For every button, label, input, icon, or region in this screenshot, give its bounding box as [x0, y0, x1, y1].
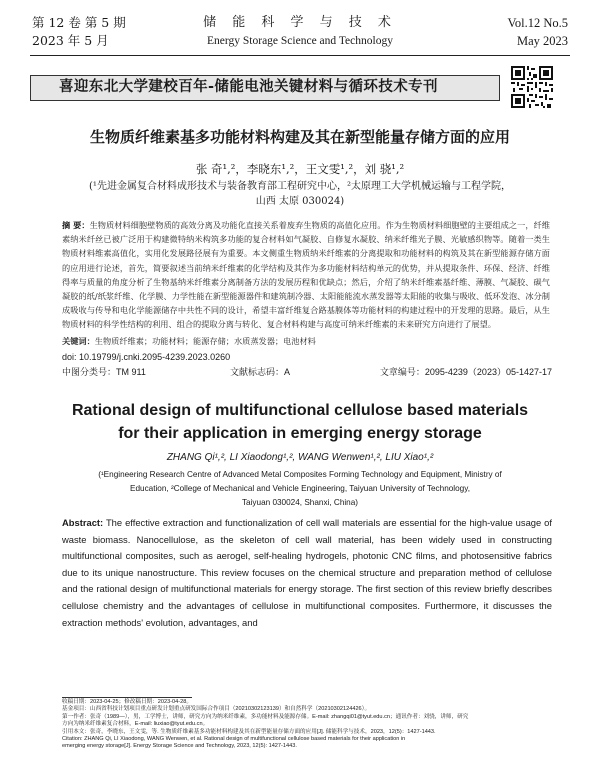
abstract-en-label: Abstract: [62, 517, 104, 528]
authors-en: ZHANG Qi¹,², LI Xiaodong¹,², WANG Wenwen¹,², LIU Xiao¹,² [166, 452, 434, 463]
abstract-cn [62, 218, 550, 332]
footnote-fund: 基金项目：山西省科技计划项目重点研发计划重点研发国际合作项目（20210302123139）和自然科学（20210302124426）。 [62, 706, 371, 713]
affiliation-en-line: (¹Engineering Research Centre of Advanced Metal Composites Forming Technology and Equipment, Ministry of [98, 470, 502, 479]
special-issue-banner: 喜迎东北大学建校百年-储能电池关键材料与循环技术专刊 [30, 75, 500, 101]
affiliation-en-line: Education, ²College of Mechanical and Vehicle Engineering, Taiyuan University of Technology, [130, 484, 470, 493]
footnote-cite-cn: 引用本文：张奇，李晓东，王文雯，等. 生物质纤维素基多功能材料构建及其在新型能量存储方面的应用[J]. 储能科学与技术，2023，12(5)：1427-1443. [62, 728, 436, 735]
journal-issue-en [507, 14, 568, 50]
abstract-en [62, 515, 552, 631]
footnote-divider [62, 697, 192, 698]
abstract-cn-text: 生物质材料细胞壁物质的高效分离及功能化直接关系着废弃生物质的高值化应用。作为生物质材料细胞壁的主要组成之一，纤维素纳米纤丝已被广泛用于构建微特纳米构筑多功能的复合材料如气凝胶、自修复水凝胶、纳米纤维光子膜、光敏感织物等。随着一类生物质材料维素高值化，实用化发展路径展有为重要。本文侧重生物质纳米纤维素的分离提取和功能材料的构筑及其在新型能源存储方面的应用进行论述，首先，简要叙述当前纳米纤维素的化学结构及其作为多功能材料结构单元的优势，并从提取条件、环保、经济、纤维得率与质量的角度分析了生物基纳米纤维素分离制备方法的发展历程和优缺点；然后，介绍了纳米纤维素基纤维、薄膜、气凝胶、碳气凝胶的纸/纸浆纤维、化学膜、力学性能在新型能源器件和建筑制冷器、太阳能能流水蒸发器等太阳能的收集与吸收、低环发泡、冰分制成吸收与传导和电化学能源储存中共性不同的设计，希望丰富纤维复合路基膜体等功能材料的构建过程中的开发理的思路。最后，从生物质材料的科学性结构的利用、组合的提取分离与转化、复合材料构建与高度可纳米纤维素的未来研究方向进行了展望。 [62, 220, 550, 330]
affiliation-en [60, 468, 540, 510]
keywords-cn [62, 335, 550, 348]
affiliation-cn-line: (¹先进金属复合材料成形技术与装备教育部工程研究中心，²太原理工大学机械运输与工程学院， [89, 181, 511, 192]
article-title-en-line: Rational design of multifunctional cellulose based materials [71, 402, 529, 419]
footnote-author-cont: 方向为纳米纤维素复合材料，E-mail: liuxiao@tyut.edu.cn。 [62, 721, 209, 728]
keywords-cn-label: 关键词： [62, 336, 95, 346]
volume-en: Vol.12 No.5 [507, 16, 568, 30]
affiliation-en-line: Taiyuan 030024, Shanxi, China) [241, 498, 359, 507]
date-en: May 2023 [516, 34, 568, 48]
keywords-cn-text: 生物质纤维素；功能材料；能源存储；水质蒸发器；电池材料 [94, 336, 316, 346]
footnote-cite-en: Citation: ZHANG Qi, LI Xiaodong, WANG Wenwen, et al. Rational design of multifunctional cellulose based materials for their application in [62, 736, 406, 743]
abstract-cn-label: 摘 要： [62, 220, 90, 230]
doi[interactable]: doi: 10.19799/j.cnki.2095-4239.2023.0260 [62, 352, 231, 362]
authors-cn: 张 奇¹,²，李晓东¹,²，王文雯¹,²，刘 骁¹,² [195, 162, 405, 176]
journal-name-en: Energy Storage Science and Technology [207, 35, 393, 47]
qr-code-icon [511, 66, 553, 108]
document-code: 文献标志码：A [230, 367, 291, 377]
footnotes [62, 699, 554, 751]
abstract-en-text: The effective extraction and functionalization of cell wall materials are essential for the high-value usage of waste biomass. Nanocellulose, as the skeleton of cell wall material, has been widely used in constructing multifunctional composites, such as aerogel, self-healing hydrogels, photonic CNC films, and photosensitive fabrics due to its unique nanostructure. This review focuses on the chemical structure and preparation method of cellulose and the rational design of multifunctional materials for energy storage. The first section of this review briefly describes cellulose chemistry and the advantages of cellulose in multifunctional composites. Furthermore, it discusses the extraction methods' evolution, advantages, and [62, 517, 552, 628]
affiliation-cn-line: 山西 太原 030024) [255, 196, 345, 207]
footnote-author: 第一作者：张奇（1989—），男，工学博士，讲师，研究方向为纳米纤维素，多功能材料及能源存储。E-mail: zhangqi01@tyut.edu.cn；通讯作者：刘骁，讲师，研究 [62, 713, 469, 720]
date-cn: 2023 年 5 月 [32, 33, 109, 48]
issue-cn: 第 12 卷 第 5 期 [32, 15, 126, 30]
footnote-received: 收稿日期：2023-04-25；修改稿日期：2023-04-28。 [62, 699, 192, 705]
article-number: 文章编号：2095-4239（2023）05-1427-17 [379, 367, 552, 377]
article-title-cn: 生物质纤维素基多功能材料构建及其在新型能量存储方面的应用 [89, 128, 510, 146]
affiliation-cn [36, 179, 564, 209]
article-title-en-line: for their application in emerging energy storage [118, 425, 482, 442]
journal-name-cn: 储 能 科 学 与 技 术 [203, 15, 397, 30]
article-title-en [0, 399, 600, 445]
header-divider [30, 55, 570, 56]
footnote-cite-en-cont: emerging energy storage[J]. Energy Storage Science and Technology, 2023, 12(5): 1427-1443. [62, 743, 297, 750]
clc-number: 中图分类号：TM 911 [62, 367, 146, 377]
